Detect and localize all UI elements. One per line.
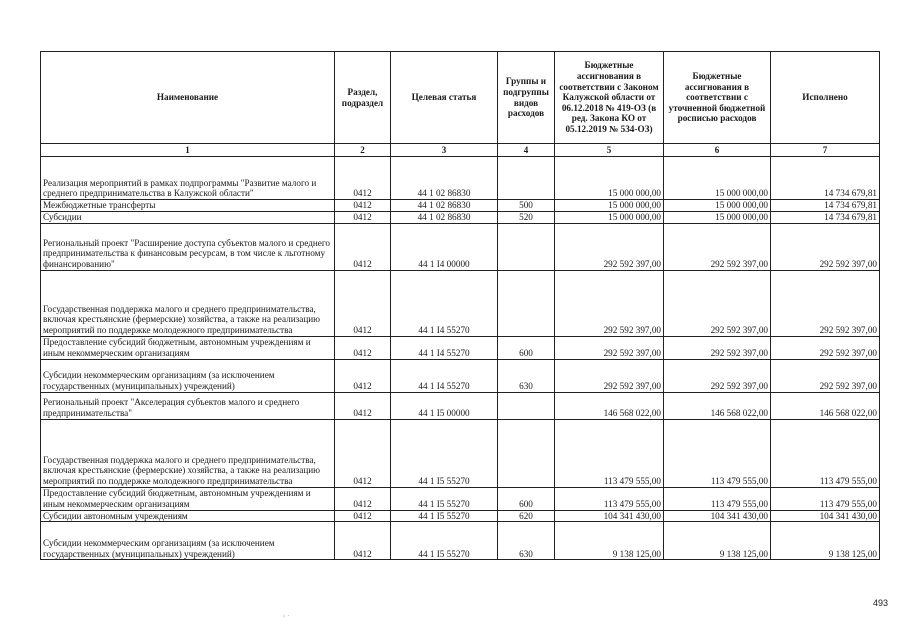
row-refined-allocation: 104 341 430,00 [664, 510, 771, 522]
row-target-article: 44 1 I4 55270 [391, 359, 498, 392]
row-name: Региональный проект "Расширение доступа субъектов малого и среднего предпринимательства к финансовым ресурсам, в том числе к льготному финансированию" [41, 223, 335, 270]
budget-table [40, 51, 880, 560]
row-law-allocation: 9 138 125,00 [555, 522, 664, 560]
row-section: 0412 [335, 510, 391, 522]
column-number: 6 [664, 144, 771, 157]
header-row [41, 52, 880, 144]
row-law-allocation: 113 479 555,00 [555, 419, 664, 487]
header-law-allocation: Бюджетные ассигнования в соответствии с Законом Калужской области от 06.12.2018 № 419-ОЗ (в ред. Закона КО от 05.12.2019 № 534-ОЗ) [555, 52, 664, 144]
row-law-allocation: 113 479 555,00 [555, 487, 664, 510]
row-target-article: 44 1 I4 00000 [391, 223, 498, 270]
row-name: Региональный проект "Акселерация субъектов малого и среднего предпринимательства" [41, 392, 335, 419]
row-expense-group: 600 [498, 487, 555, 510]
row-executed: 292 592 397,00 [771, 270, 880, 336]
column-number: 4 [498, 144, 555, 157]
row-expense-group [498, 157, 555, 200]
row-law-allocation: 292 592 397,00 [555, 336, 664, 359]
row-expense-group: 520 [498, 211, 555, 223]
row-law-allocation: 15 000 000,00 [555, 211, 664, 223]
row-refined-allocation: 146 568 022,00 [664, 392, 771, 419]
row-refined-allocation: 292 592 397,00 [664, 223, 771, 270]
table-row [41, 419, 880, 487]
row-refined-allocation: 292 592 397,00 [664, 359, 771, 392]
row-law-allocation: 292 592 397,00 [555, 359, 664, 392]
row-section: 0412 [335, 270, 391, 336]
table-row [41, 510, 880, 522]
row-name: Государственная поддержка малого и среднего предпринимательства, включая крестьянские (фермерские) хозяйства, а также на реализацию мероприятий по поддержке молодежного предпринимательства [41, 270, 335, 336]
row-section: 0412 [335, 223, 391, 270]
row-section: 0412 [335, 419, 391, 487]
row-law-allocation: 104 341 430,00 [555, 510, 664, 522]
row-refined-allocation: 113 479 555,00 [664, 487, 771, 510]
row-expense-group: 500 [498, 200, 555, 212]
row-section: 0412 [335, 336, 391, 359]
row-target-article: 44 1 I5 55270 [391, 522, 498, 560]
row-target-article: 44 1 I5 55270 [391, 487, 498, 510]
row-executed: 104 341 430,00 [771, 510, 880, 522]
table-row [41, 392, 880, 419]
row-expense-group [498, 419, 555, 487]
row-law-allocation: 15 000 000,00 [555, 200, 664, 212]
row-name: Субсидии некоммерческим организациям (за исключением государственных (муниципальных) учреждений) [41, 359, 335, 392]
table-row [41, 270, 880, 336]
table-row [41, 336, 880, 359]
row-law-allocation: 146 568 022,00 [555, 392, 664, 419]
row-section: 0412 [335, 211, 391, 223]
row-executed: 292 592 397,00 [771, 336, 880, 359]
row-law-allocation: 292 592 397,00 [555, 270, 664, 336]
row-refined-allocation: 15 000 000,00 [664, 200, 771, 212]
row-executed: 113 479 555,00 [771, 419, 880, 487]
row-target-article: 44 1 I5 55270 [391, 510, 498, 522]
header-section: Раздел, подраздел [335, 52, 391, 144]
row-target-article: 44 1 I4 55270 [391, 336, 498, 359]
table-row [41, 487, 880, 510]
table-row [41, 157, 880, 200]
row-expense-group: 630 [498, 522, 555, 560]
row-expense-group: 620 [498, 510, 555, 522]
row-law-allocation: 292 592 397,00 [555, 223, 664, 270]
row-expense-group: 630 [498, 359, 555, 392]
row-executed: 113 479 555,00 [771, 487, 880, 510]
row-refined-allocation: 113 479 555,00 [664, 419, 771, 487]
page-number: 493 [873, 598, 889, 608]
row-section: 0412 [335, 359, 391, 392]
row-name: Субсидии некоммерческим организациям (за исключением государственных (муниципальных) учреждений) [41, 522, 335, 560]
row-section: 0412 [335, 157, 391, 200]
row-target-article: 44 1 02 86830 [391, 200, 498, 212]
row-name: Государственная поддержка малого и среднего предпринимательства, включая крестьянские (фермерские) хозяйства, а также на реализацию мероприятий по поддержке молодежного предпринимательства [41, 419, 335, 487]
row-name: Субсидии [41, 211, 335, 223]
row-name: Субсидии автономным учреждениям [41, 510, 335, 522]
header-name: Наименование [41, 52, 335, 144]
row-expense-group [498, 223, 555, 270]
scan-mark: ‹ · [283, 612, 290, 620]
row-target-article: 44 1 02 86830 [391, 211, 498, 223]
row-executed: 14 734 679,81 [771, 157, 880, 200]
table-row [41, 359, 880, 392]
column-number: 7 [771, 144, 880, 157]
row-target-article: 44 1 I4 55270 [391, 270, 498, 336]
row-name: Предоставление субсидий бюджетным, автономным учреждениям и иным некоммерческим организациям [41, 336, 335, 359]
row-target-article: 44 1 I5 00000 [391, 392, 498, 419]
row-target-article: 44 1 I5 55270 [391, 419, 498, 487]
row-executed: 292 592 397,00 [771, 359, 880, 392]
column-number: 2 [335, 144, 391, 157]
column-number-row [41, 144, 880, 157]
header-target-article: Целевая статья [391, 52, 498, 144]
table-row [41, 200, 880, 212]
row-name: Реализация мероприятий в рамках подпрограммы "Развитие малого и среднего предпринимательства в Калужской области" [41, 157, 335, 200]
table-row [41, 211, 880, 223]
row-executed: 14 734 679,81 [771, 211, 880, 223]
row-section: 0412 [335, 522, 391, 560]
row-executed: 14 734 679,81 [771, 200, 880, 212]
row-refined-allocation: 9 138 125,00 [664, 522, 771, 560]
row-section: 0412 [335, 487, 391, 510]
row-name: Межбюджетные трансферты [41, 200, 335, 212]
row-name: Предоставление субсидий бюджетным, автономным учреждениям и иным некоммерческим организациям [41, 487, 335, 510]
table-row [41, 522, 880, 560]
row-refined-allocation: 292 592 397,00 [664, 270, 771, 336]
header-executed: Исполнено [771, 52, 880, 144]
row-refined-allocation: 292 592 397,00 [664, 336, 771, 359]
header-refined-allocation: Бюджетные ассигнования в соответствии с уточненной бюджетной росписью расходов [664, 52, 771, 144]
row-expense-group: 600 [498, 336, 555, 359]
row-expense-group [498, 270, 555, 336]
row-refined-allocation: 15 000 000,00 [664, 157, 771, 200]
row-refined-allocation: 15 000 000,00 [664, 211, 771, 223]
header-expense-group: Группы и подгруппы видов расходов [498, 52, 555, 144]
column-number: 1 [41, 144, 335, 157]
column-number: 5 [555, 144, 664, 157]
row-section: 0412 [335, 200, 391, 212]
row-law-allocation: 15 000 000,00 [555, 157, 664, 200]
row-target-article: 44 1 02 86830 [391, 157, 498, 200]
column-number: 3 [391, 144, 498, 157]
row-executed: 9 138 125,00 [771, 522, 880, 560]
table-row [41, 223, 880, 270]
row-expense-group [498, 392, 555, 419]
row-section: 0412 [335, 392, 391, 419]
row-executed: 146 568 022,00 [771, 392, 880, 419]
row-executed: 292 592 397,00 [771, 223, 880, 270]
